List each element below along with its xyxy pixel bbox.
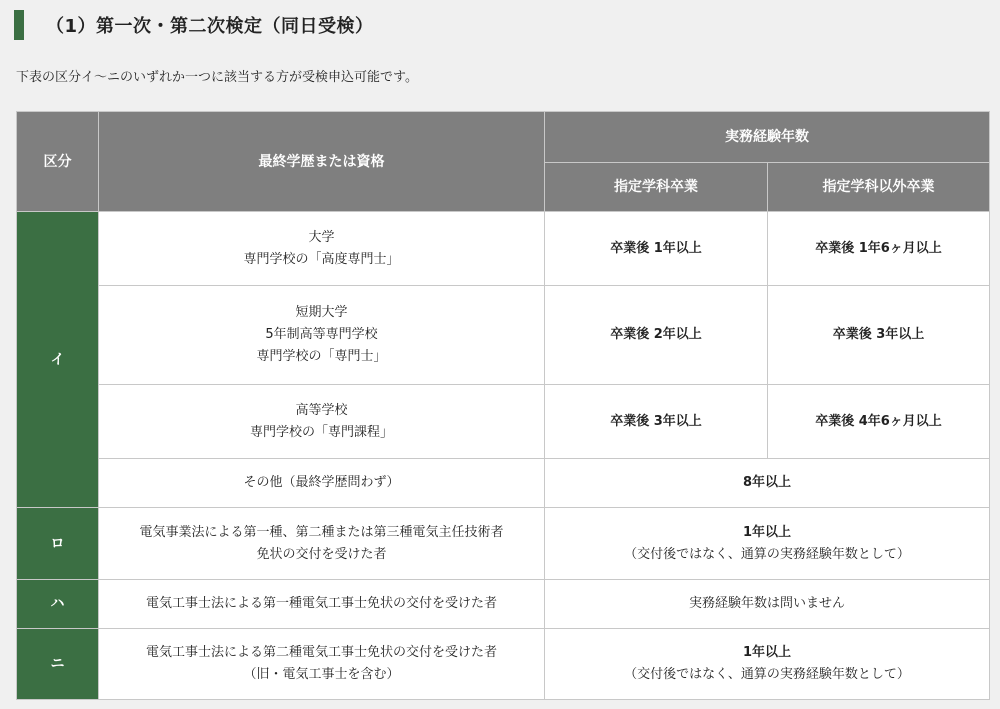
education-cell	[99, 629, 545, 700]
experience-cell	[545, 629, 990, 700]
table-row	[17, 385, 990, 459]
education-cell	[99, 508, 545, 580]
education-cell	[99, 385, 545, 459]
header-category: 区分	[17, 112, 99, 212]
education-cell	[99, 286, 545, 385]
education-line: 専門学校の「高度専門士」	[243, 251, 400, 267]
header-designated: 指定学科卒業	[545, 163, 768, 212]
experience-line: 1年以上	[742, 524, 792, 540]
education-line: 短期大学	[295, 305, 348, 320]
designated-cell: 卒業後 2年以上	[545, 286, 768, 385]
designated-cell: 卒業後 1年以上	[545, 212, 768, 286]
intro-text: 下表の区分イ〜ニのいずれか一つに該当する方が受検申込可能です。	[16, 70, 418, 85]
eligibility-table	[16, 111, 990, 700]
other-cell: 卒業後 1年6ヶ月以上	[768, 212, 990, 286]
section-heading	[14, 10, 374, 40]
header-education: 最終学歴または資格	[99, 112, 545, 212]
table-row	[17, 459, 990, 508]
header-row	[17, 112, 990, 163]
education-line: 電気事業法による第一種、第二種または第三種電気主任技術者	[139, 524, 504, 540]
other-cell: 卒業後 3年以上	[768, 286, 990, 385]
header-experience: 実務経験年数	[545, 112, 990, 163]
experience-cell	[545, 508, 990, 580]
experience-note: （交付後ではなく、通算の実務経験年数として）	[624, 546, 910, 562]
education-cell: 電気工事士法による第一種電気工事士免状の交付を受けた者	[99, 580, 545, 629]
header-other: 指定学科以外卒業	[768, 163, 990, 212]
table-row	[17, 580, 990, 629]
section-title: （1）第一次・第二次検定（同日受検）	[46, 16, 374, 37]
designated-cell: 卒業後 3年以上	[545, 385, 768, 459]
education-cell	[99, 212, 545, 286]
heading-accent-bar	[14, 10, 24, 40]
education-line: 免状の交付を受けた者	[256, 546, 387, 562]
education-line: （旧・電気工事士を含む）	[243, 667, 400, 682]
category-ro: ロ	[17, 508, 99, 580]
experience-cell: 実務経験年数は問いません	[545, 580, 990, 629]
other-cell: 卒業後 4年6ヶ月以上	[768, 385, 990, 459]
category-ni: ニ	[17, 629, 99, 700]
experience-line: 1年以上	[742, 645, 792, 660]
experience-cell: 8年以上	[545, 459, 990, 508]
category-i: イ	[17, 212, 99, 508]
category-ha: ハ	[17, 580, 99, 629]
education-line: 専門学校の「専門課程」	[249, 424, 393, 440]
table-row	[17, 629, 990, 700]
education-cell: その他（最終学歴問わず）	[99, 459, 545, 508]
experience-note: （交付後ではなく、通算の実務経験年数として）	[624, 667, 910, 682]
education-line: 専門学校の「専門士」	[256, 349, 387, 364]
table-row	[17, 286, 990, 385]
education-line: 高等学校	[295, 402, 348, 418]
table-row	[17, 212, 990, 286]
education-line: 電気工事士法による第二種電気工事士免状の交付を受けた者	[145, 645, 497, 660]
table-row	[17, 508, 990, 580]
education-line: 5年制高等専門学校	[265, 327, 378, 342]
education-line: 大学	[308, 229, 335, 245]
